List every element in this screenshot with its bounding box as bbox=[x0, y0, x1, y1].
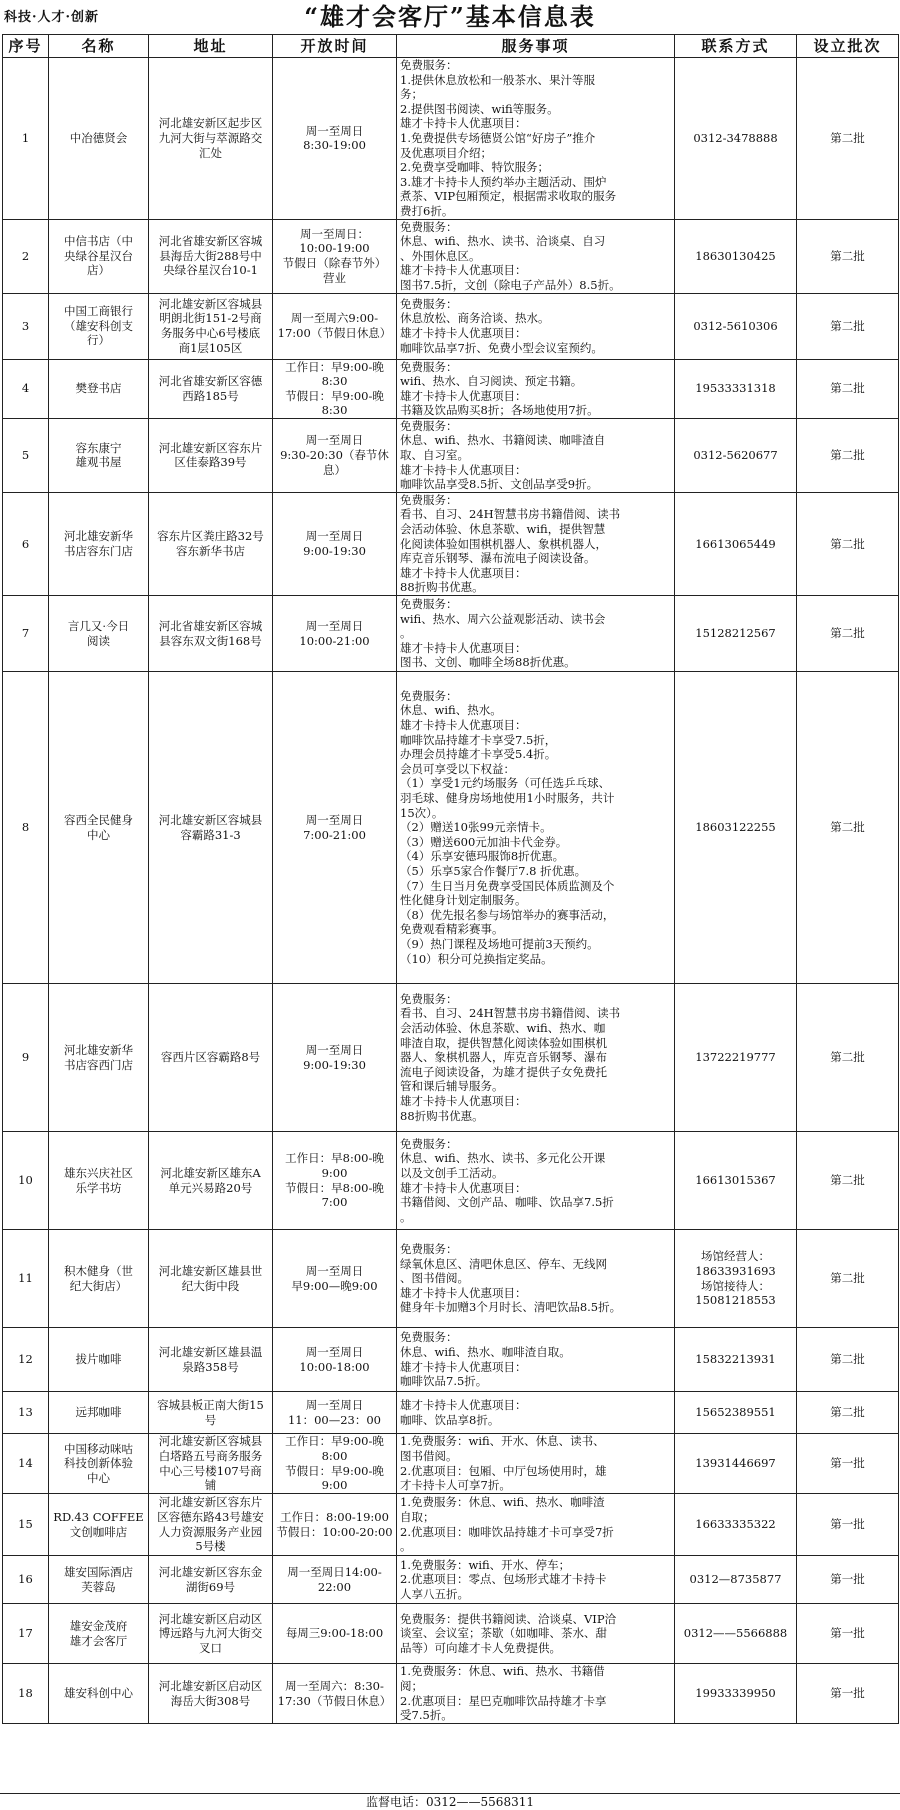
opening-hours: 周一至周六9:00- 17:00（节假日休息） bbox=[273, 293, 397, 359]
service-items: 免费服务： 1.提供休息放松和一般茶水、果汁等服 务； 2.提供图书阅读、wifi等服务。 雄才卡持卡人优惠项目： 1.免费提供专场德贤公馆“好房子”推介 及优惠项目介绍； 2.免费享受咖啡、特饮服务； 3.雄才卡持卡人预约举办主题活动、围炉 煮茶、VIP包厢预定，根据需求收取的服务 费打6折。 bbox=[397, 58, 675, 220]
row-number: 18 bbox=[3, 1664, 49, 1724]
venue-name: 积木健身（世 纪大街店） bbox=[49, 1230, 149, 1328]
venue-name: 中信书店（中 央绿谷星汉台 店） bbox=[49, 219, 149, 293]
venue-name: 容东康宁 雄观书屋 bbox=[49, 418, 149, 492]
row-number: 12 bbox=[3, 1328, 49, 1392]
contact-info: 0312-5620677 bbox=[675, 418, 797, 492]
row-number: 9 bbox=[3, 984, 49, 1132]
header-address: 地址 bbox=[149, 35, 273, 58]
venue-name: 言几又·今日 阅读 bbox=[49, 596, 149, 672]
service-items: 1.免费服务：休息、wifi、热水、书籍借 阅； 2.优惠项目：星巴克咖啡饮品持雄才卡享 受7.5折。 bbox=[397, 1664, 675, 1724]
opening-hours: 工作日：早8:00-晚 9:00 节假日：早8:00-晚 7:00 bbox=[273, 1132, 397, 1230]
header-no: 序号 bbox=[3, 35, 49, 58]
setup-batch: 第二批 bbox=[797, 672, 899, 984]
venue-name: 拔片咖啡 bbox=[49, 1328, 149, 1392]
opening-hours: 周一至周日 早9:00—晚9:00 bbox=[273, 1230, 397, 1328]
setup-batch: 第二批 bbox=[797, 984, 899, 1132]
setup-batch: 第二批 bbox=[797, 293, 899, 359]
table-row bbox=[3, 58, 899, 220]
service-items: 免费服务： wifi、热水、周六公益观影活动、读书会 。 雄才卡持卡人优惠项目： 图书、文创、咖啡全场88折优惠。 bbox=[397, 596, 675, 672]
contact-info: 15652389551 bbox=[675, 1392, 797, 1434]
contact-info: 场馆经营人： 18633931693 场馆接待人： 15081218553 bbox=[675, 1230, 797, 1328]
header-name: 名称 bbox=[49, 35, 149, 58]
table-row bbox=[3, 672, 899, 984]
venue-name: 雄安金茂府 雄才会客厅 bbox=[49, 1604, 149, 1664]
venue-address: 河北雄安新区容东金 湖街69号 bbox=[149, 1556, 273, 1604]
setup-batch: 第二批 bbox=[797, 492, 899, 595]
table-row bbox=[3, 359, 899, 418]
venue-name: 雄安国际酒店 芙蓉岛 bbox=[49, 1556, 149, 1604]
venue-address: 河北省雄安新区容德 西路185号 bbox=[149, 359, 273, 418]
supervision-phone: 监督电话：0312——5568311 bbox=[0, 1793, 900, 1810]
venue-address: 河北雄安新区起步区 九河大街与萃源路交 汇处 bbox=[149, 58, 273, 220]
setup-batch: 第一批 bbox=[797, 1494, 899, 1556]
setup-batch: 第一批 bbox=[797, 1604, 899, 1664]
opening-hours: 周一至周日 9:00-19:30 bbox=[273, 492, 397, 595]
opening-hours: 周一至周日： 10:00-19:00 节假日（除春节外） 营业 bbox=[273, 219, 397, 293]
setup-batch: 第二批 bbox=[797, 1132, 899, 1230]
row-number: 16 bbox=[3, 1556, 49, 1604]
table-row bbox=[3, 984, 899, 1132]
table-row bbox=[3, 596, 899, 672]
service-items: 1.免费服务：wifi、开水、停车； 2.优惠项目：零点、包场形式雄才卡持卡 人享八五折。 bbox=[397, 1556, 675, 1604]
venue-name: 雄安科创中心 bbox=[49, 1664, 149, 1724]
venue-name: RD.43 COFFEE 文创咖啡店 bbox=[49, 1494, 149, 1556]
row-number: 6 bbox=[3, 492, 49, 595]
contact-info: 19933339950 bbox=[675, 1664, 797, 1724]
opening-hours: 周一至周日14:00- 22:00 bbox=[273, 1556, 397, 1604]
service-items: 免费服务： wifi、热水、自习阅读、预定书籍。 雄才卡持卡人优惠项目： 书籍及饮品购买8折；各场地使用7折。 bbox=[397, 359, 675, 418]
contact-info: 16613065449 bbox=[675, 492, 797, 595]
contact-info: 0312-5610306 bbox=[675, 293, 797, 359]
info-table bbox=[2, 34, 899, 1724]
contact-info: 19533331318 bbox=[675, 359, 797, 418]
row-number: 10 bbox=[3, 1132, 49, 1230]
venue-name: 中国工商银行 （雄安科创支 行） bbox=[49, 293, 149, 359]
venue-name: 河北雄安新华 书店容西门店 bbox=[49, 984, 149, 1132]
venue-name: 河北雄安新华 书店容东门店 bbox=[49, 492, 149, 595]
row-number: 2 bbox=[3, 219, 49, 293]
header-row bbox=[3, 35, 899, 58]
setup-batch: 第二批 bbox=[797, 596, 899, 672]
venue-address: 河北雄安新区容东片 区佳泰路39号 bbox=[149, 418, 273, 492]
opening-hours: 周一至周日 10:00-21:00 bbox=[273, 596, 397, 672]
opening-hours: 周一至周日 8:30-19:00 bbox=[273, 58, 397, 220]
service-items: 1.免费服务：wifi、开水、休息、读书、 图书借阅。 2.优惠项目：包厢、中厅包场使用时，雄 才卡持卡人可享7折。 bbox=[397, 1434, 675, 1494]
table-row bbox=[3, 1392, 899, 1434]
venue-address: 河北雄安新区启动区 海岳大街308号 bbox=[149, 1664, 273, 1724]
setup-batch: 第二批 bbox=[797, 1328, 899, 1392]
service-items: 雄才卡持卡人优惠项目： 咖啡、饮品享8折。 bbox=[397, 1392, 675, 1434]
table-row bbox=[3, 1494, 899, 1556]
service-items: 免费服务： 休息、wifi、热水、读书、多元化公开课 以及文创手工活动。 雄才卡持卡人优惠项目： 书籍借阅、文创产品、咖啡、饮品享7.5折 。 bbox=[397, 1132, 675, 1230]
venue-name: 樊登书店 bbox=[49, 359, 149, 418]
row-number: 14 bbox=[3, 1434, 49, 1494]
setup-batch: 第一批 bbox=[797, 1556, 899, 1604]
contact-info: 0312—8735877 bbox=[675, 1556, 797, 1604]
opening-hours: 工作日：8:00-19:00 节假日：10:00-20:00 bbox=[273, 1494, 397, 1556]
row-number: 5 bbox=[3, 418, 49, 492]
contact-info: 15832213931 bbox=[675, 1328, 797, 1392]
service-items: 免费服务： 休息放松、商务洽谈、热水。 雄才卡持卡人优惠项目： 咖啡饮品享7折、免费小型会议室预约。 bbox=[397, 293, 675, 359]
service-items: 免费服务： 休息、wifi、热水、读书、洽谈桌、自习 、外围休息区。 雄才卡持卡人优惠项目： 图书7.5折，文创（除电子产品外）8.5折。 bbox=[397, 219, 675, 293]
table-body bbox=[3, 58, 899, 1724]
venue-address: 河北雄安新区容东片 区容德东路43号雄安 人力资源服务产业园 5号楼 bbox=[149, 1494, 273, 1556]
header-services: 服务事项 bbox=[397, 35, 675, 58]
contact-info: 18603122255 bbox=[675, 672, 797, 984]
service-items: 免费服务： 看书、自习、24H智慧书房书籍借阅、读书 会活动体验、休息茶歇、wifi，提供智慧 化阅读体验如围棋机器人、象棋机器人， 库克音乐钢琴、瀑布流电子阅读设备。 雄才卡持卡人优惠项目： 88折购书优惠。 bbox=[397, 492, 675, 595]
venue-address: 河北雄安新区容城县 容霸路31-3 bbox=[149, 672, 273, 984]
setup-batch: 第二批 bbox=[797, 1230, 899, 1328]
setup-batch: 第二批 bbox=[797, 359, 899, 418]
contact-info: 16613015367 bbox=[675, 1132, 797, 1230]
table-row bbox=[3, 1230, 899, 1328]
setup-batch: 第二批 bbox=[797, 58, 899, 220]
contact-info: 13722219777 bbox=[675, 984, 797, 1132]
contact-info: 0312-3478888 bbox=[675, 58, 797, 220]
venue-address: 河北雄安新区容城县 白塔路五号商务服务 中心三号楼107号商 铺 bbox=[149, 1434, 273, 1494]
table-row bbox=[3, 1434, 899, 1494]
row-number: 4 bbox=[3, 359, 49, 418]
venue-address: 河北省雄安新区容城 县容东双文街168号 bbox=[149, 596, 273, 672]
service-items: 免费服务：提供书籍阅读、洽谈桌、VIP洽 谈室、会议室；茶歇（如咖啡、茶水、甜 品等）可向雄才卡人免费提供。 bbox=[397, 1604, 675, 1664]
contact-info: 13931446697 bbox=[675, 1434, 797, 1494]
setup-batch: 第二批 bbox=[797, 418, 899, 492]
venue-address: 河北雄安新区容城县 明朗北街151-2号商 务服务中心6号楼底 商1层105区 bbox=[149, 293, 273, 359]
service-items: 免费服务： 绿氧休息区、清吧休息区、停车、无线网 、图书借阅。 雄才卡持卡人优惠项目： 健身年卡加赠3个月时长、清吧饮品8.5折。 bbox=[397, 1230, 675, 1328]
table-row bbox=[3, 293, 899, 359]
row-number: 7 bbox=[3, 596, 49, 672]
venue-address: 河北雄安新区雄县温 泉路358号 bbox=[149, 1328, 273, 1392]
venue-address: 河北雄安新区雄县世 纪大街中段 bbox=[149, 1230, 273, 1328]
venue-name: 容西全民健身 中心 bbox=[49, 672, 149, 984]
venue-name: 远邦咖啡 bbox=[49, 1392, 149, 1434]
table-row bbox=[3, 1556, 899, 1604]
opening-hours: 周一至周日 10:00-18:00 bbox=[273, 1328, 397, 1392]
venue-name: 中国移动咪咕 科技创新体验 中心 bbox=[49, 1434, 149, 1494]
venue-address: 容东片区粪庄路32号 容东新华书店 bbox=[149, 492, 273, 595]
header-batch: 设立批次 bbox=[797, 35, 899, 58]
venue-address: 河北省雄安新区容城 县海岳大街288号中 央绿谷星汉台10-1 bbox=[149, 219, 273, 293]
opening-hours: 工作日：早9:00-晚 8:30 节假日：早9:00-晚 8:30 bbox=[273, 359, 397, 418]
table-row bbox=[3, 1664, 899, 1724]
setup-batch: 第一批 bbox=[797, 1434, 899, 1494]
table-row bbox=[3, 1328, 899, 1392]
row-number: 17 bbox=[3, 1604, 49, 1664]
row-number: 8 bbox=[3, 672, 49, 984]
table-row bbox=[3, 1132, 899, 1230]
contact-info: 18630130425 bbox=[675, 219, 797, 293]
service-items: 免费服务： 休息、wifi、热水、咖啡渣自取。 雄才卡持卡人优惠项目： 咖啡饮品7.5折。 bbox=[397, 1328, 675, 1392]
row-number: 15 bbox=[3, 1494, 49, 1556]
page-title: “雄才会客厅”基本信息表 bbox=[304, 2, 596, 31]
header-contact: 联系方式 bbox=[675, 35, 797, 58]
table-row bbox=[3, 1604, 899, 1664]
setup-batch: 第二批 bbox=[797, 1392, 899, 1434]
table-row bbox=[3, 219, 899, 293]
table-row bbox=[3, 492, 899, 595]
opening-hours: 每周三9:00-18:00 bbox=[273, 1604, 397, 1664]
contact-info: 0312——5566888 bbox=[675, 1604, 797, 1664]
venue-address: 容城县板正南大街15 号 bbox=[149, 1392, 273, 1434]
opening-hours: 周一至周日 9:00-19:30 bbox=[273, 984, 397, 1132]
venue-address: 河北雄安新区雄东A 单元兴易路20号 bbox=[149, 1132, 273, 1230]
opening-hours: 周一至周六：8:30- 17:30（节假日休息） bbox=[273, 1664, 397, 1724]
venue-address: 容西片区容霸路8号 bbox=[149, 984, 273, 1132]
table-row bbox=[3, 418, 899, 492]
contact-info: 15128212567 bbox=[675, 596, 797, 672]
row-number: 3 bbox=[3, 293, 49, 359]
opening-hours: 周一至周日 9:30-20:30（春节休 息） bbox=[273, 418, 397, 492]
row-number: 1 bbox=[3, 58, 49, 220]
venue-name: 中冶德贤会 bbox=[49, 58, 149, 220]
opening-hours: 工作日：早9:00-晚 8:00 节假日：早9:00-晚 9:00 bbox=[273, 1434, 397, 1494]
setup-batch: 第二批 bbox=[797, 219, 899, 293]
venue-name: 雄东兴庆社区 乐学书坊 bbox=[49, 1132, 149, 1230]
opening-hours: 周一至周日 7:00-21:00 bbox=[273, 672, 397, 984]
venue-address: 河北雄安新区启动区 博远路与九河大街交 叉口 bbox=[149, 1604, 273, 1664]
service-items: 免费服务： 休息、wifi、热水、书籍阅读、咖啡渣自 取、自习室。 雄才卡持卡人优惠项目： 咖啡饮品享受8.5折、文创品享受9折。 bbox=[397, 418, 675, 492]
tagline: 科技·人才·创新 bbox=[4, 10, 100, 25]
service-items: 1.免费服务：休息、wifi、热水、咖啡渣 自取； 2.优惠项目：咖啡饮品持雄才卡可享受7折 。 bbox=[397, 1494, 675, 1556]
contact-info: 16633335322 bbox=[675, 1494, 797, 1556]
setup-batch: 第一批 bbox=[797, 1664, 899, 1724]
header-hours: 开放时间 bbox=[273, 35, 397, 58]
service-items: 免费服务： 看书、自习、24H智慧书房书籍借阅、读书 会活动体验、休息茶歇、wifi、热水、咖 啡渣自取，提供智慧化阅读体验如围棋机 器人、象棋机器人，库克音乐钢琴、瀑布 流电子阅读设备，为雄才提供子女免费托 管和课后辅导服务。 雄才卡持卡人优惠项目： 88折购书优惠。 bbox=[397, 984, 675, 1132]
opening-hours: 周一至周日 11：00—23：00 bbox=[273, 1392, 397, 1434]
row-number: 13 bbox=[3, 1392, 49, 1434]
service-items: 免费服务： 休息、wifi、热水。 雄才卡持卡人优惠项目： 咖啡饮品持雄才卡享受7.5折， 办理会员持雄才卡享受5.4折。 会员可享受以下权益： （1）享受1元约场服务（可任选乒乓球、 羽毛球、健身房场地使用1小时服务，共计 15次）。 （2）赠送10张99元亲情卡。 （3）赠送600元加油卡代金券。 （4）乐享安德玛服饰8折优惠。 （5）乐享5家合作餐厅7.8 折优惠。 （7）生日当月免费享受国民体质监测及个 性化健身计划定制服务。 （8）优先报名参与场馆举办的赛事活动， 免费观看精彩赛事。 （9）热门课程及场地可提前3天预约。 （10）积分可兑换指定奖品。 bbox=[397, 672, 675, 984]
row-number: 11 bbox=[3, 1230, 49, 1328]
